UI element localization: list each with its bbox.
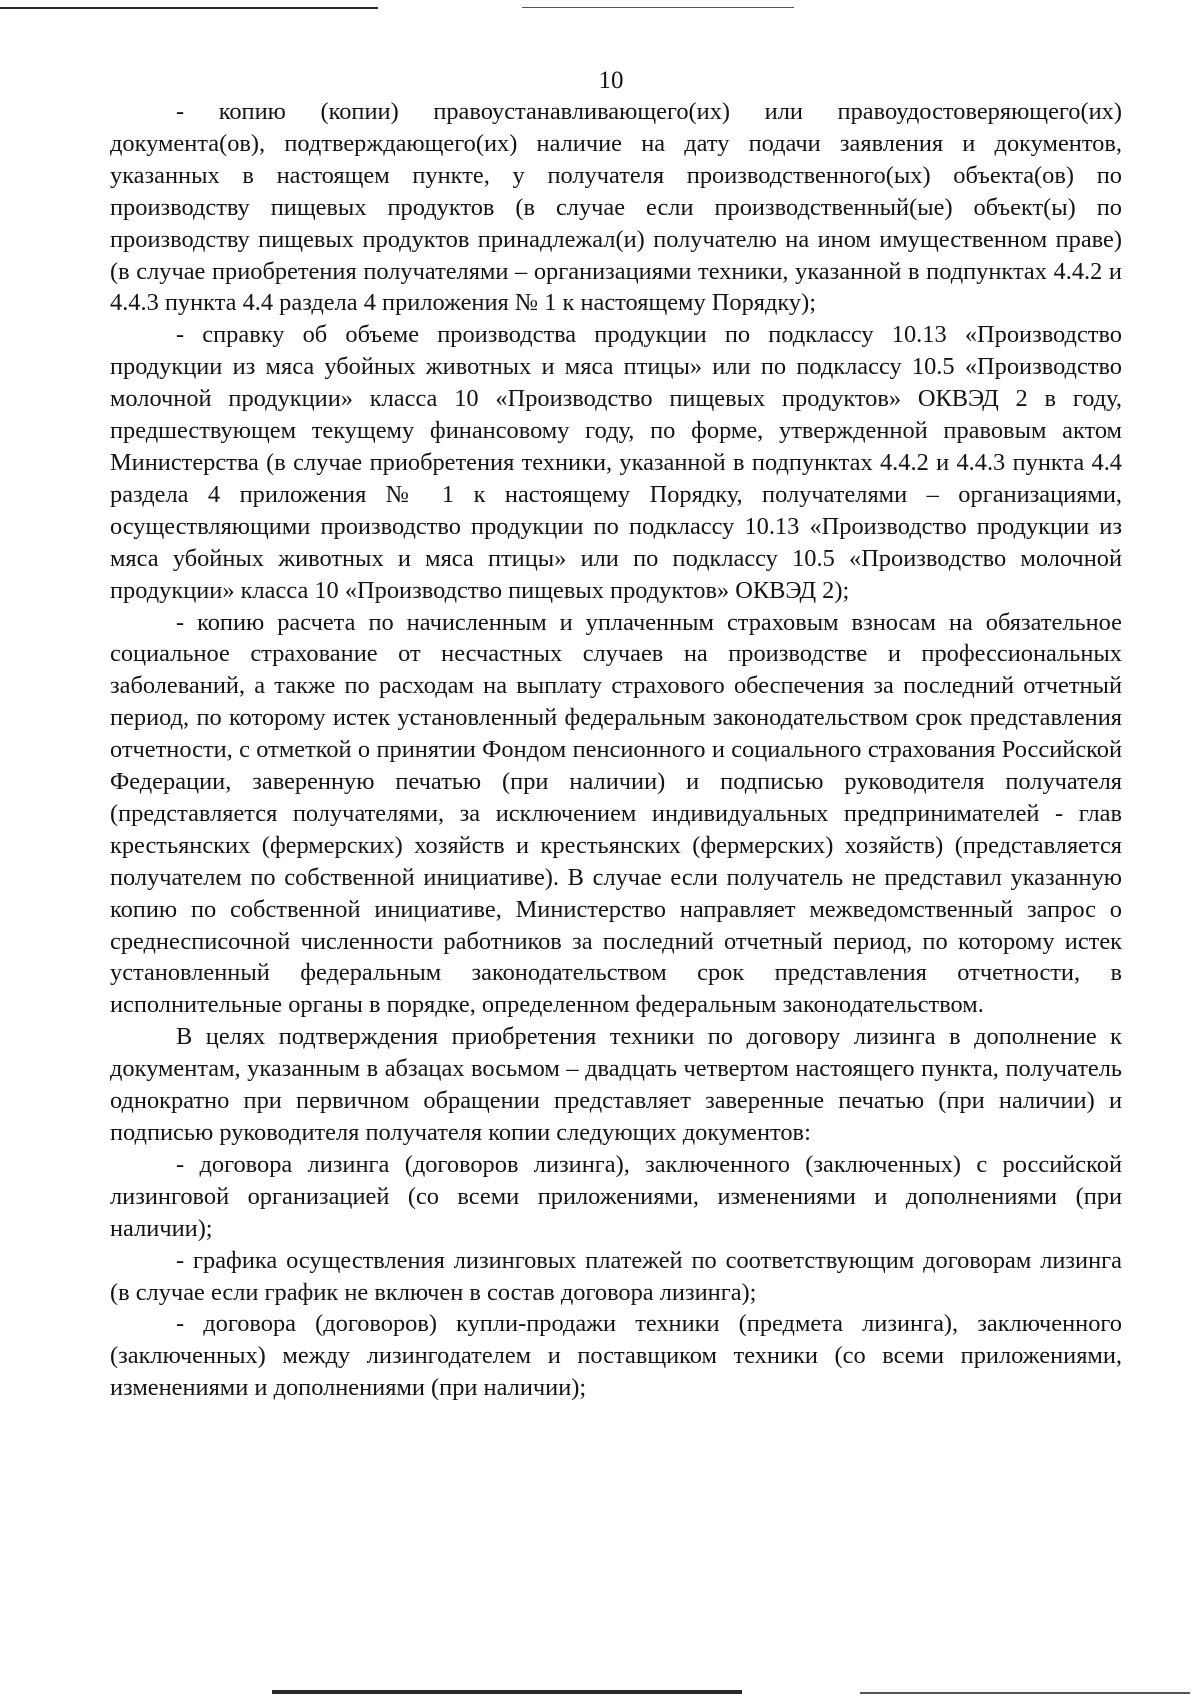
scan-edge-line-top-right: [522, 7, 794, 8]
document-body: [110, 96, 1122, 1404]
paragraph: - договора (договоров) купли-продажи техники (предмета лизинга), заключенного (заключенных) между лизингодателем и поставщиком техники (со всеми приложениями, изменениями и дополнениями (при наличии);: [110, 1310, 1122, 1402]
paragraph: - договора лизинга (договоров лизинга), заключенного (заключенных) с российской лизинговой организацией (со всеми приложениями, изменениями и дополнениями (при наличии);: [110, 1150, 1122, 1242]
scan-edge-line-bottom-right: [860, 1692, 1190, 1694]
scan-edge-line-top-left: [0, 7, 378, 9]
scan-edge-line-bottom: [272, 1690, 742, 1694]
paragraph: - копию расчета по начисленным и уплаченным страховым взносам на обязательное социальное страхование от несчастных случаев на производстве и профессиональных заболеваний, а также по расходам на выплату страхового обеспечения за последний отчетный период, по которому истек установленный федеральным законодательством срок представления отчетности, с отметкой о принятии Фондом пенсионного и социального страхования Российской Федерации, заверенную печатью (при наличии) и подписью руководителя получателя (представляется получателями, за исключением индивидуальных предпринимателей - глав крестьянских (фермерских) хозяйств и крестьянских (фермерских) хозяйств) (представляется получателем по собственной инициативе). В случае если получатель не представил указанную копию по собственной инициативе, Министерство направляет межведомственный запрос о среднесписочной численности работников за последний отчетный период, по которому истек установленный федеральным законодательством срок представления отчетности, в исполнительные органы в порядке, определенном федеральным законодательством.: [110, 608, 1122, 1019]
paragraph: - справку об объеме производства продукции по подклассу 10.13 «Производство продукции из мяса убойных животных и мяса птицы» или по подклассу 10.5 «Производство молочной продукции» класса 10 «Производство пищевых продуктов» ОКВЭД 2 в году, предшествующем текущему финансовому году, по форме, утвержденной правовым актом Министерства (в случае приобретения техники, указанной в подпунктах 4.4.2 и 4.4.3 пункта 4.4 раздела 4 приложения № 1 к настоящему Порядку, получателями – организациями, осуществляющими производство продукции по подклассу 10.13 «Производство продукции из мяса убойных животных и мяса птицы» или по подклассу 10.5 «Производство молочной продукции» класса 10 «Производство пищевых продуктов» ОКВЭД 2);: [110, 321, 1122, 604]
page-number: 10: [598, 67, 624, 94]
paragraph: - графика осуществления лизинговых платежей по соответствующим договорам лизинга (в случае если график не включен в состав договора лизинга);: [110, 1246, 1122, 1306]
paragraph: - копию (копии) правоустанавливающего(их) или правоудостоверяющего(их) документа(ов), подтверждающего(их) наличие на дату подачи заявления и документов, указанных в настоящем пункте, у получателя производственного(ых) объекта(ов) по производству пищевых продуктов (в случае если производственный(ые) объект(ы) по производству пищевых продуктов принадлежал(и) получателю на ином имущественном праве) (в случае приобретения получателями – организациями техники, указанной в подпунктах 4.4.2 и 4.4.3 пункта 4.4 раздела 4 приложения № 1 к настоящему Порядку);: [110, 98, 1122, 317]
paragraph: В целях подтверждения приобретения техники по договору лизинга в дополнение к документам, указанным в абзацах восьмом – двадцать четвертом настоящего пункта, получатель однократно при первичном обращении представляет заверенные печатью (при наличии) и подписью руководителя получателя копии следующих документов:: [110, 1023, 1122, 1146]
